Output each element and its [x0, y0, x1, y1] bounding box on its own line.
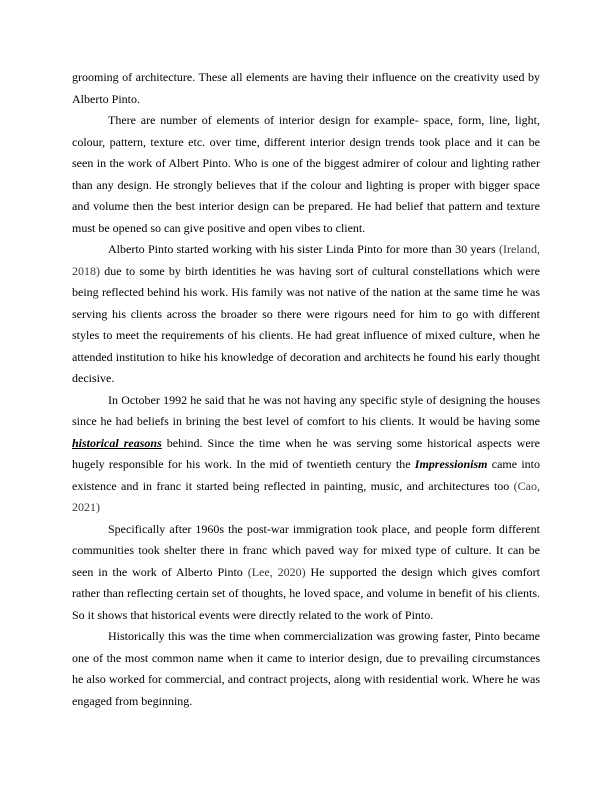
paragraph-4-text-part-2: behind. Since the time when he was serving some historical aspects were hugely responsible for his work. In the mid of twentieth century the — [72, 435, 540, 471]
paragraph-3 — [72, 239, 540, 390]
paragraph-6 — [72, 626, 540, 712]
paragraph-2 — [72, 110, 540, 239]
emphasis-impressionism: Impressionism — [414, 457, 488, 471]
paragraph-1-text: grooming of architecture. These all elements are having their influence on the creativity used by Alberto Pinto. — [72, 70, 540, 106]
paragraph-4-text-part-3: came into existence and in franc it started being reflected in painting, music, and architectures too — [72, 457, 540, 493]
paragraph-6-text: Historically this was the time when commercialization was growing faster, Pinto became one of the most common name when it came to interior design, due to prevailing circumstances he also worked for commercial, and contract projects, along with residential work. Where he was engaged from beginning. — [72, 629, 540, 708]
paragraph-5-text-start: Specifically after 1960s the post-war immigration took place, and people form different communities took shelter there in franc which paved way for mixed type of culture. It can be seen in the work of Alberto Pinto — [72, 521, 540, 579]
citation-cao-2021: (Cao, 2021) — [72, 478, 540, 514]
citation-lee-2020: (Lee, 2020) — [247, 564, 306, 579]
paragraph-2-text: There are number of elements of interior design for example- space, form, line, light, colour, pattern, texture etc. over time, different interior design trends took place and it can be seen in the work of Albert Pinto. Who is one of the biggest admirer of colour and lighting rather than any design. He strongly believes that if the colour and lighting is proper with bigger space and volume then the best interior design can be prepared. He had belief that pattern and texture must be opened so can give positive and open vibes to client. — [72, 113, 540, 235]
paragraph-5-text-end: He supported the design which gives comfort rather than reflecting certain set of thoughts, he loved space, and volume in benefit of his clients. So it shows that historical events were directly related to the work of Pinto. — [72, 564, 541, 622]
paragraph-4 — [72, 390, 540, 519]
paragraph-3-text-end: due to some by birth identities he was having sort of cultural constellations which were being reflected behind his work. His family was not native of the nation at the same time he was serving his clients across the broader so there were rigours need for him to go with different styles to meet the requirements of his clients. He had great influence of mixed culture, when he attended institution to hike his knowledge of decoration and architects he found his early thought decisive. — [72, 263, 540, 385]
citation-ireland-2018: (Ireland, 2018) — [72, 242, 540, 278]
document-page — [72, 67, 540, 712]
paragraph-5 — [72, 519, 540, 627]
emphasis-historical-reasons: historical reasons — [72, 435, 162, 450]
paragraph-3-text-start: Alberto Pinto started working with his sister Linda Pinto for more than 30 years — [108, 242, 500, 256]
paragraph-1 — [72, 67, 540, 110]
paragraph-4-text-part-1: In October 1992 he said that he was not having any specific style of designing the houses since he had beliefs in brining the best level of comfort to his clients. It would be having some — [72, 392, 540, 428]
